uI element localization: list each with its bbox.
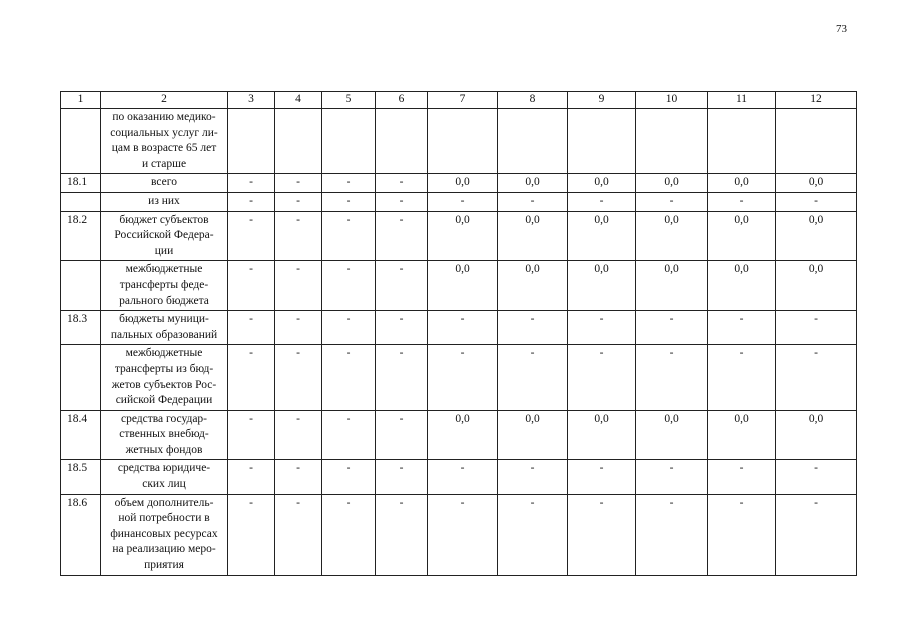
value-cell-col-12: - [776, 460, 857, 494]
value-cell-col-3 [228, 109, 275, 174]
table-row [61, 109, 857, 174]
value-cell-col-4 [275, 109, 322, 174]
value-cell-col-9: - [568, 311, 636, 345]
value-cell-col-4: - [275, 410, 322, 460]
value-cell-col-8 [498, 109, 568, 174]
page-number: 73 [836, 23, 847, 35]
value-cell-col-11: - [708, 345, 776, 410]
column-header-2: 2 [101, 92, 228, 109]
table-row [61, 261, 857, 311]
row-description [101, 261, 228, 311]
value-cell-col-5: - [322, 211, 376, 261]
row-number: 18.5 [61, 460, 101, 494]
value-cell-col-6: - [376, 192, 428, 211]
row-description [101, 211, 228, 261]
description-line: межбюджетные [125, 263, 203, 276]
column-header-10: 10 [636, 92, 708, 109]
description-line: бюджеты муници- [119, 313, 209, 326]
value-cell-col-6: - [376, 211, 428, 261]
value-cell-col-9: - [568, 460, 636, 494]
row-number [61, 109, 101, 174]
value-cell-col-4: - [275, 460, 322, 494]
value-cell-col-3: - [228, 174, 275, 193]
value-cell-col-9: 0,0 [568, 261, 636, 311]
description-line: жетных фондов [125, 443, 203, 456]
value-cell-col-4: - [275, 261, 322, 311]
value-cell-col-5: - [322, 494, 376, 575]
column-header-7: 7 [428, 92, 498, 109]
value-cell-col-9: - [568, 192, 636, 211]
value-cell-col-5 [322, 109, 376, 174]
value-cell-col-8: 0,0 [498, 174, 568, 193]
value-cell-col-11: 0,0 [708, 174, 776, 193]
value-cell-col-5: - [322, 192, 376, 211]
description-line: по оказанию медико- [112, 111, 216, 123]
value-cell-col-6: - [376, 494, 428, 575]
description-line: ских лиц [142, 478, 186, 491]
description-line: жетов субъектов Рос- [111, 378, 217, 391]
value-cell-col-11: - [708, 494, 776, 575]
value-cell-col-8: - [498, 345, 568, 410]
value-cell-col-4: - [275, 494, 322, 575]
row-description [101, 410, 228, 460]
description-line: трансферты феде- [119, 278, 209, 291]
value-cell-col-5: - [322, 345, 376, 410]
value-cell-col-12: - [776, 494, 857, 575]
value-cell-col-4: - [275, 311, 322, 345]
value-cell-col-10: 0,0 [636, 211, 708, 261]
value-cell-col-6 [376, 109, 428, 174]
value-cell-col-10: 0,0 [636, 261, 708, 311]
value-cell-col-8: 0,0 [498, 410, 568, 460]
value-cell-col-12: 0,0 [776, 211, 857, 261]
table-row [61, 345, 857, 410]
value-cell-col-11: - [708, 311, 776, 345]
value-cell-col-7: 0,0 [428, 174, 498, 193]
value-cell-col-3: - [228, 311, 275, 345]
description-line: Российской Федера- [114, 229, 214, 242]
value-cell-col-10: - [636, 494, 708, 575]
description-line: цам в возрасте 65 лет [111, 142, 217, 155]
value-cell-col-12: 0,0 [776, 261, 857, 311]
value-cell-col-5: - [322, 460, 376, 494]
value-cell-col-6: - [376, 174, 428, 193]
value-cell-col-3: - [228, 410, 275, 460]
description-line: ной потребности в [118, 512, 210, 525]
value-cell-col-11 [708, 109, 776, 174]
row-number: 18.4 [61, 410, 101, 460]
value-cell-col-12: 0,0 [776, 174, 857, 193]
table-row [61, 494, 857, 575]
value-cell-col-9: - [568, 345, 636, 410]
row-number [61, 345, 101, 410]
description-line: финансовых ресурсах [110, 527, 218, 540]
value-cell-col-11: 0,0 [708, 261, 776, 311]
value-cell-col-12: - [776, 345, 857, 410]
description-line: средства юридиче- [117, 462, 211, 475]
value-cell-col-3: - [228, 261, 275, 311]
value-cell-col-3: - [228, 494, 275, 575]
description-line: бюджет субъектов [119, 213, 209, 226]
row-description [101, 460, 228, 494]
value-cell-col-8: - [498, 460, 568, 494]
value-cell-col-8: - [498, 192, 568, 211]
value-cell-col-4: - [275, 211, 322, 261]
value-cell-col-8: 0,0 [498, 211, 568, 261]
value-cell-col-11: 0,0 [708, 211, 776, 261]
value-cell-col-7: - [428, 192, 498, 211]
row-description [101, 174, 228, 193]
value-cell-col-6: - [376, 345, 428, 410]
description-line: межбюджетные [125, 347, 203, 360]
description-line: из них [148, 194, 180, 207]
description-line: всего [151, 176, 177, 189]
value-cell-col-3: - [228, 211, 275, 261]
financing-table [60, 91, 857, 576]
column-header-1: 1 [61, 92, 101, 109]
value-cell-col-7: 0,0 [428, 261, 498, 311]
value-cell-col-10: - [636, 345, 708, 410]
value-cell-col-7: 0,0 [428, 211, 498, 261]
row-description [101, 494, 228, 575]
table-row [61, 174, 857, 193]
value-cell-col-3: - [228, 192, 275, 211]
value-cell-col-5: - [322, 261, 376, 311]
value-cell-col-10: 0,0 [636, 410, 708, 460]
value-cell-col-7: - [428, 494, 498, 575]
row-number [61, 261, 101, 311]
value-cell-col-9: 0,0 [568, 410, 636, 460]
value-cell-col-9: - [568, 494, 636, 575]
column-header-9: 9 [568, 92, 636, 109]
value-cell-col-6: - [376, 261, 428, 311]
value-cell-col-10 [636, 109, 708, 174]
column-header-3: 3 [228, 92, 275, 109]
value-cell-col-7: - [428, 460, 498, 494]
description-line: объем дополнитель- [114, 496, 214, 509]
description-line: ственных внебюд- [119, 428, 209, 441]
value-cell-col-11: - [708, 460, 776, 494]
value-cell-col-8: - [498, 494, 568, 575]
description-line: на реализацию меро- [112, 543, 216, 556]
value-cell-col-7: - [428, 345, 498, 410]
value-cell-col-7: - [428, 311, 498, 345]
column-header-12: 12 [776, 92, 857, 109]
value-cell-col-12: - [776, 192, 857, 211]
description-line: и старше [141, 157, 187, 170]
value-cell-col-11: 0,0 [708, 410, 776, 460]
row-number: 18.1 [61, 174, 101, 193]
value-cell-col-5: - [322, 174, 376, 193]
value-cell-col-11: - [708, 192, 776, 211]
column-header-4: 4 [275, 92, 322, 109]
value-cell-col-8: 0,0 [498, 261, 568, 311]
value-cell-col-12: 0,0 [776, 410, 857, 460]
row-number [61, 192, 101, 211]
description-line: рального бюджета [119, 294, 209, 307]
value-cell-col-9 [568, 109, 636, 174]
description-line: трансферты из бюд- [114, 362, 214, 375]
value-cell-col-10: - [636, 311, 708, 345]
column-header-8: 8 [498, 92, 568, 109]
table-row [61, 460, 857, 494]
description-line: сийской Федерации [115, 394, 213, 407]
value-cell-col-5: - [322, 410, 376, 460]
row-description [101, 109, 228, 174]
row-description [101, 345, 228, 410]
row-description [101, 311, 228, 345]
column-header-11: 11 [708, 92, 776, 109]
value-cell-col-8: - [498, 311, 568, 345]
value-cell-col-7: 0,0 [428, 410, 498, 460]
value-cell-col-12: - [776, 311, 857, 345]
value-cell-col-10: - [636, 192, 708, 211]
value-cell-col-4: - [275, 192, 322, 211]
column-header-5: 5 [322, 92, 376, 109]
row-number: 18.3 [61, 311, 101, 345]
table-row [61, 211, 857, 261]
value-cell-col-10: 0,0 [636, 174, 708, 193]
value-cell-col-3: - [228, 460, 275, 494]
value-cell-col-7 [428, 109, 498, 174]
column-header-6: 6 [376, 92, 428, 109]
table-header-row [61, 92, 857, 109]
value-cell-col-9: 0,0 [568, 211, 636, 261]
value-cell-col-4: - [275, 174, 322, 193]
row-description [101, 192, 228, 211]
table-row [61, 192, 857, 211]
value-cell-col-6: - [376, 311, 428, 345]
value-cell-col-6: - [376, 410, 428, 460]
description-line: средства государ- [120, 412, 208, 425]
description-line: ции [154, 244, 174, 257]
value-cell-col-6: - [376, 460, 428, 494]
table-row [61, 311, 857, 345]
description-line: приятия [144, 559, 184, 572]
description-line: пальных образований [110, 328, 218, 341]
value-cell-col-4: - [275, 345, 322, 410]
row-number: 18.2 [61, 211, 101, 261]
table-row [61, 410, 857, 460]
value-cell-col-9: 0,0 [568, 174, 636, 193]
value-cell-col-3: - [228, 345, 275, 410]
value-cell-col-12 [776, 109, 857, 174]
value-cell-col-10: - [636, 460, 708, 494]
value-cell-col-5: - [322, 311, 376, 345]
row-number: 18.6 [61, 494, 101, 575]
description-line: социальных услуг ли- [110, 126, 218, 139]
